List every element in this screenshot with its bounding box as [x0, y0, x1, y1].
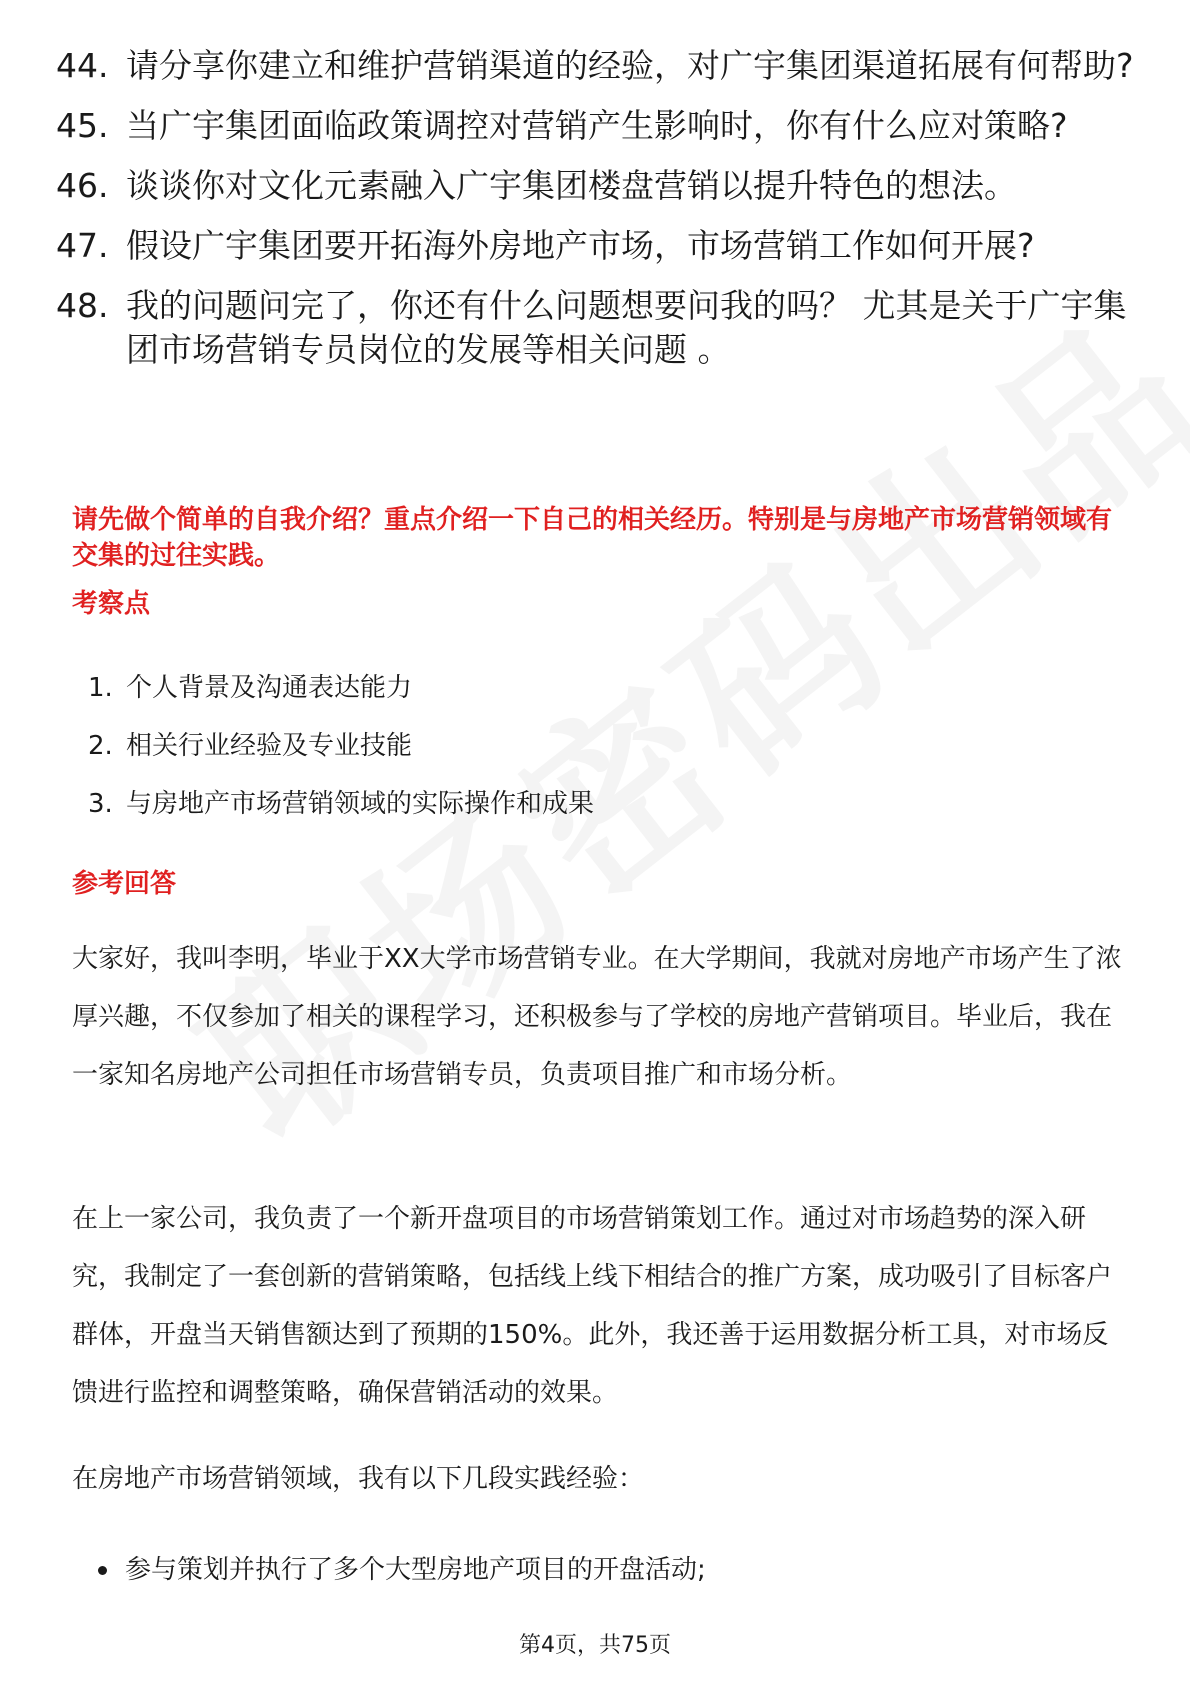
list-item-text: 参与策划并执行了多个大型房地产项目的开盘活动;: [125, 1555, 706, 1585]
question-item: [56, 284, 1136, 372]
assessment-point: [88, 728, 1088, 764]
point-number: 2.: [88, 731, 113, 761]
answer-heading: 参考回答: [72, 869, 177, 899]
point-text: 个人背景及沟通表达能力: [126, 673, 413, 703]
question-number: 45.: [56, 106, 109, 145]
question-text: 请分享你建立和维护营销渠道的经验，对广宇集团渠道拓展有何帮助?: [126, 46, 1134, 85]
assessment-points: [88, 670, 1088, 844]
answer-paragraph: 在房地产市场营销领域，我有以下几段实践经验：: [72, 1464, 645, 1494]
question-text: 假设广宇集团要开拓海外房地产市场，市场营销工作如何开展?: [126, 226, 1035, 265]
question-item: [56, 44, 1136, 88]
point-text: 与房地产市场营销领域的实际操作和成果: [126, 789, 595, 819]
bullet-icon: [98, 1566, 107, 1575]
point-number: 3.: [88, 789, 113, 819]
assessment-point: [88, 670, 1088, 706]
point-text: 相关行业经验及专业技能: [126, 731, 413, 761]
assessment-heading: 考察点: [72, 589, 151, 619]
question-item: [56, 164, 1136, 208]
experience-list: [98, 1552, 1098, 1588]
question-item: [56, 104, 1136, 148]
question-item: [56, 224, 1136, 268]
page-footer: 第4页，共75页: [519, 1633, 671, 1658]
question-number: 48.: [56, 286, 109, 325]
question-number: 44.: [56, 46, 109, 85]
answer-paragraph: 在上一家公司，我负责了一个新开盘项目的市场营销策划工作。通过对市场趋势的深入研究，我制定了一套创新的营销策略，包括线上线下相结合的推广方案，成功吸引了目标客户群体，开盘当天销售额达到了预期的150%。此外，我还善于运用数据分析工具，对市场反馈进行监控和调整策略，确保营销活动的效果。: [72, 1204, 1113, 1408]
question-number: 46.: [56, 166, 109, 205]
question-list: [56, 44, 1136, 388]
point-number: 1.: [88, 673, 113, 703]
answer-paragraph: 大家好，我叫李明，毕业于XX大学市场营销专业。在大学期间，我就对房地产市场产生了浓厚兴趣，不仅参加了相关的课程学习，还积极参与了学校的房地产营销项目。毕业后，我在一家知名房地产公司担任市场营销专员，负责项目推广和市场分析。: [72, 944, 1122, 1090]
assessment-point: [88, 786, 1088, 822]
question-text: 我的问题问完了，你还有什么问题想要问我的吗？ 尤其是关于广宇集团市场营销专员岗位的发展等相关问题 。: [126, 286, 1127, 369]
question-text: 谈谈你对文化元素融入广宇集团楼盘营销以提升特色的想法。: [126, 166, 1017, 205]
question-text: 当广宇集团面临政策调控对营销产生影响时，你有什么应对策略?: [126, 106, 1068, 145]
question-number: 47.: [56, 226, 109, 265]
highlight-question: 请先做个简单的自我介绍？重点介绍一下自己的相关经历。特别是与房地产市场营销领域有交集的过往实践。: [72, 505, 1113, 571]
list-item: [98, 1552, 1098, 1588]
